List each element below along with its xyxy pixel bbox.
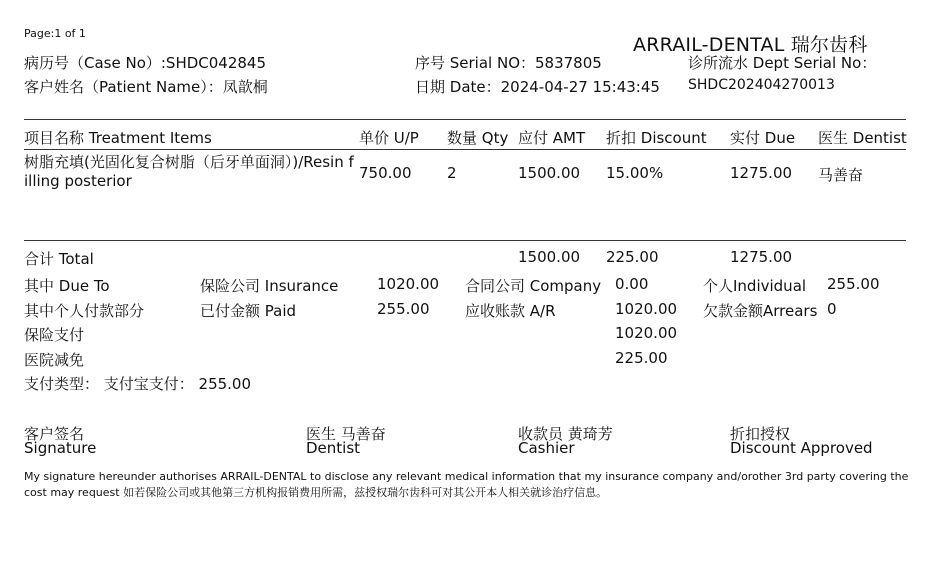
disclosure-footnote: My signature hereunder authorises ARRAIL-DENTAL to disclose any relevant medical information that my insurance company and/orother 3rd party covering the cost may request 如若保险公司或其他第三方机构报销费用所需，兹授权瑞尔齿科可对其公开本人相关就诊治疗信息。 [24,470,909,499]
company-value: 0.00 [615,275,649,293]
customer-signature-en: Signature [24,439,97,457]
dentist-signature-en: Dentist [306,439,361,457]
hospital-waiver-label: 医院减免 [24,351,85,369]
unit-price-value: 750.00 [359,164,412,182]
amt-value: 1500.00 [518,164,581,182]
dentist-value: 马善奋 [818,166,864,184]
discount-approval-en: Discount Approved [730,439,873,457]
table-top-rule [24,119,906,120]
case-number: 病历号（Case No）:SHDC042845 [24,54,267,72]
serial-number: 序号 Serial NO：5837805 [415,54,602,72]
treatment-item-name: 树脂充填(光固化复合树脂（后牙单面洞）)/Resin filling posterior [24,153,354,190]
payment-type: 支付类型： 支付宝支付： 255.00 [24,375,252,393]
invoice-date: 日期 Date：2024-04-27 15:43:45 [415,78,660,96]
table-header-rule [24,149,906,150]
due-to-label: 其中 Due To [24,277,110,295]
total-amt: 1500.00 [518,248,581,266]
paid-label: 已付金额 Paid [200,302,297,320]
total-due: 1275.00 [730,248,793,266]
col-header-due: 实付 Due [730,129,796,147]
insurance-label: 保险公司 Insurance [200,277,339,295]
cashier-signature-cn: 收款员 黄琦芳 [518,425,613,443]
page-indicator: Page:1 of 1 [24,27,86,40]
col-header-unit-price: 单价 U/P [359,129,419,147]
dept-serial-value: SHDC202404270013 [688,77,835,93]
col-header-discount: 折扣 Discount [606,129,707,147]
ar-value: 1020.00 [615,300,678,318]
due-value: 1275.00 [730,164,793,182]
dentist-signature-cn: 医生 马善奋 [306,425,386,443]
customer-signature-cn: 客户签名 [24,425,85,443]
discount-approval-cn: 折扣授权 [730,425,791,443]
discount-value: 15.00% [606,164,664,182]
arrears-value: 0 [827,300,837,318]
insurance-value: 1020.00 [377,275,440,293]
ar-label: 应收账款 A/R [465,302,556,320]
total-label: 合计 Total [24,250,94,268]
table-bottom-rule [24,240,906,241]
insurance-pay-label: 保险支付 [24,326,85,344]
col-header-qty: 数量 Qty [447,129,509,147]
arrears-label: 欠款金额Arrears [703,302,818,320]
col-header-dentist: 医生 Dentist [818,129,907,147]
dept-serial-label: 诊所流水 Dept Serial No： [688,54,877,72]
personal-part-label: 其中个人付款部分 [24,302,145,320]
col-header-items: 项目名称 Treatment Items [24,129,212,147]
individual-value: 255.00 [827,275,880,293]
clinic-brand: ARRAIL-DENTAL 瑞尔齿科 [633,34,868,56]
cashier-signature-en: Cashier [518,439,575,457]
insurance-pay-value: 1020.00 [615,324,678,342]
patient-name: 客户姓名（Patient Name）：凤歆桐 [24,78,268,96]
qty-value: 2 [447,164,457,182]
individual-label: 个人Individual [703,277,807,295]
total-discount: 225.00 [606,248,659,266]
paid-value: 255.00 [377,300,430,318]
col-header-amt: 应付 AMT [518,129,586,147]
hospital-waiver-value: 225.00 [615,349,668,367]
company-label: 合同公司 Company [465,277,602,295]
